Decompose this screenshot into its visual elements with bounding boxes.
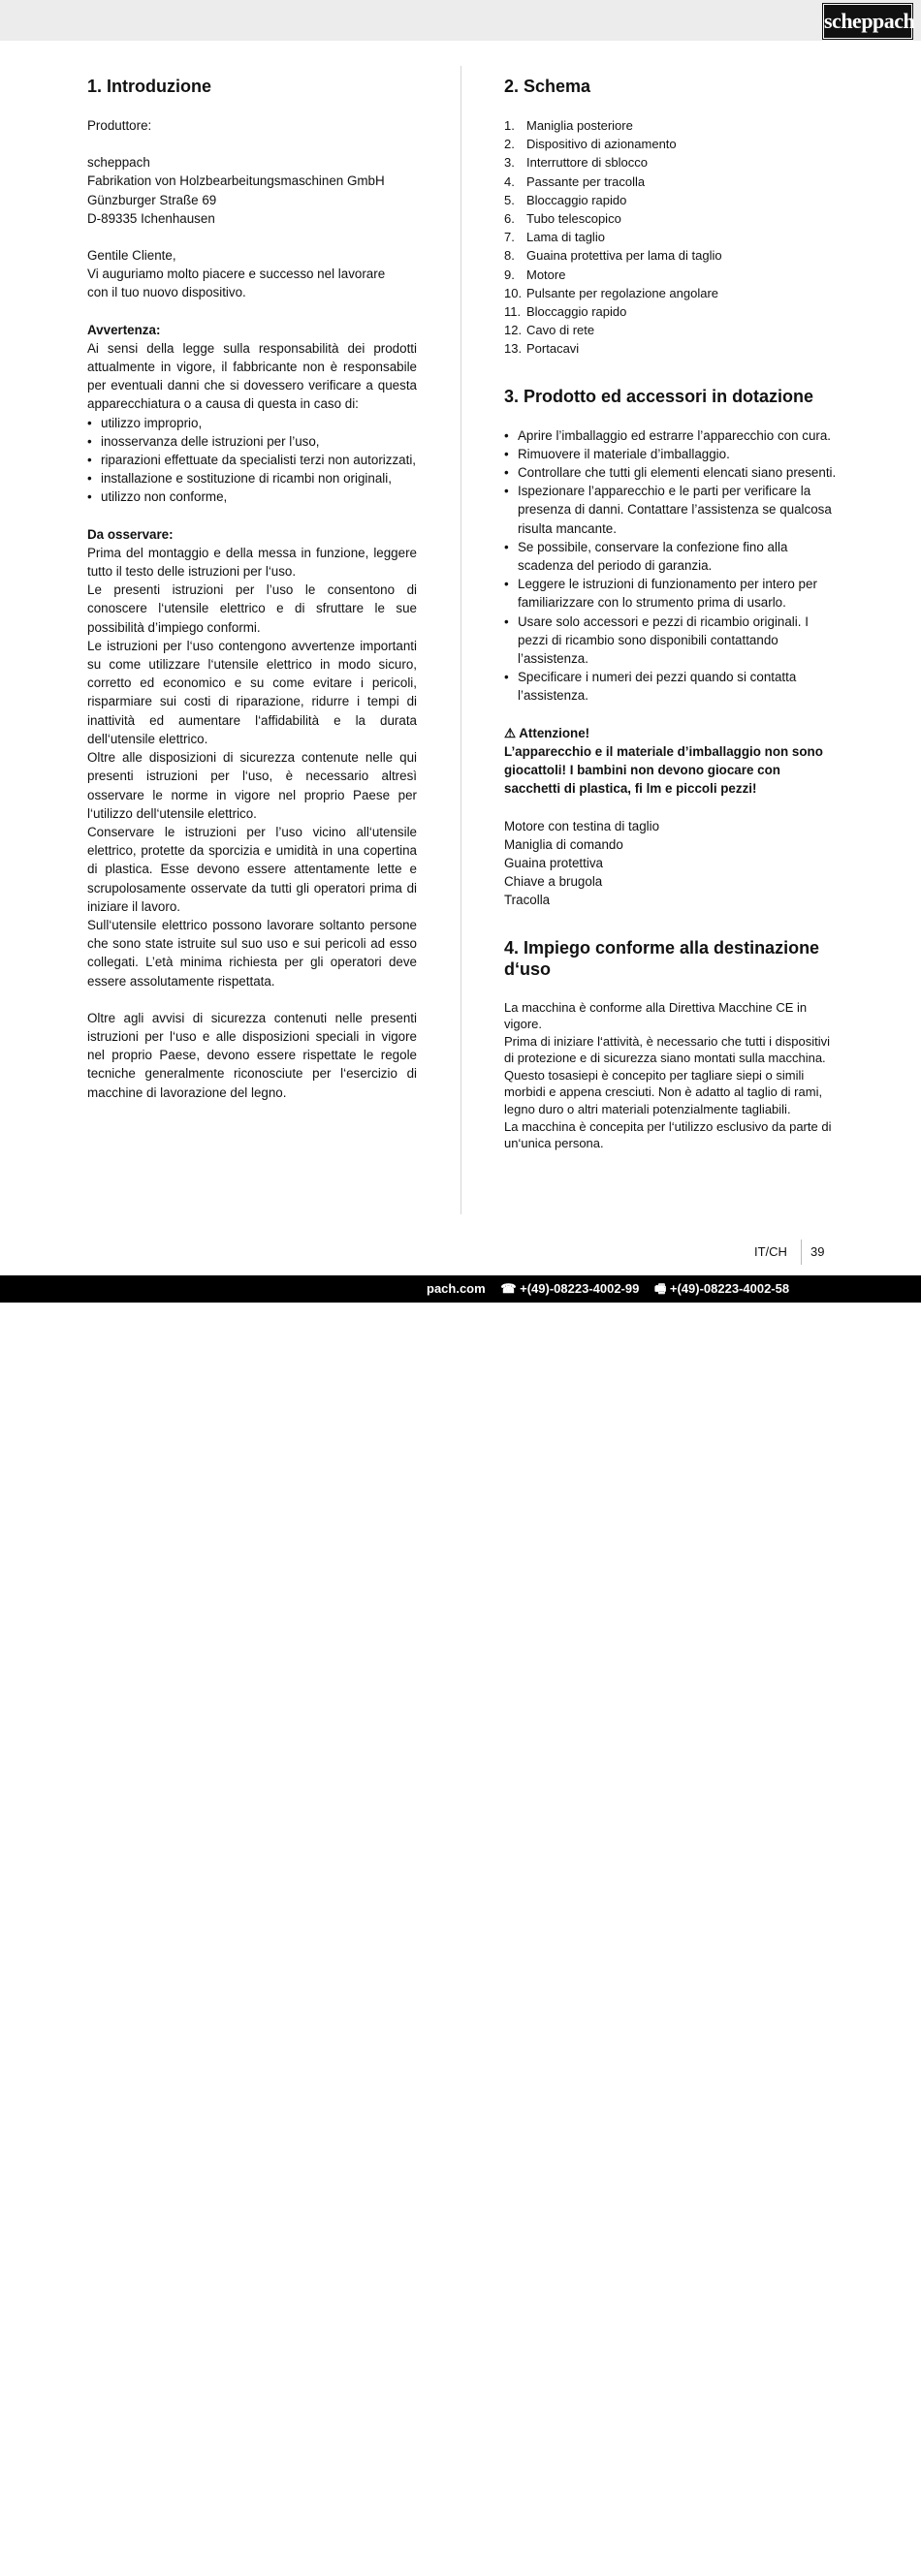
paragraph: La macchina è concepita per l‘utilizzo esclusivo da parte di un‘unica persona. (504, 1118, 832, 1151)
contact-bar-blank (149, 2554, 240, 2576)
item-text: Passante per tracolla (526, 173, 646, 189)
list-item: Chiave a brugola (504, 874, 603, 890)
item-number: 7. (504, 230, 515, 245)
warning-title: Avvertenza: (87, 322, 161, 337)
list-item: • Leggere le istruzioni di funzionamento per intero per familiarizzare con lo strumento prima di usarlo. (504, 575, 839, 612)
item-text: Lama di taglio (526, 230, 605, 245)
address-line: D-89335 Ichenhausen (87, 210, 215, 226)
paragraph: Prima del montaggio e della messa in funzione, leggere tutto il testo delle istruzioni per l‘uso. (87, 545, 417, 580)
section-title-schema: 2. Schema (504, 77, 591, 96)
list-item: • Usare solo accessori e pezzi di ricambio originali. I pezzi di ricambio sono disponibili contattando l’assistenza. (504, 613, 839, 669)
column-divider (460, 66, 461, 1214)
item-number: 1. (504, 118, 515, 133)
warning-text: Ai sensi della legge sulla responsabilità dei prodotti attualmente in vigore, il fabbricante non è responsabile per eventuali danni che si dovessero verificare a questa apparecchiatura o a causa di questa in caso di: (87, 340, 417, 412)
list-item (504, 266, 839, 284)
list-item: • inosservanza delle istruzioni per l’uso, (87, 432, 417, 451)
list-item: • utilizzo improprio, (87, 414, 417, 432)
phone-number: ☎ +(49)-08223-4002-99 (500, 1281, 640, 1296)
item-number: 6. (504, 211, 515, 227)
website-link[interactable]: pach.com (427, 1281, 486, 1296)
contents-list (504, 817, 839, 910)
producer-address (87, 153, 417, 228)
greeting (87, 246, 417, 302)
paragraph: Prima di iniziare l‘attività, è necessario che tutti i dispositivi di protezione e di sicurezza siano montati sulla macchina. (504, 1033, 830, 1066)
greeting-line: con il tuo nuovo dispositivo. (87, 285, 246, 300)
item-text: Maniglia posteriore (526, 118, 633, 133)
list-item: • Ispezionare l’apparecchio e le parti per verificare la presenza di danni. Contattare l’assistenza se qualcosa risulta mancante. (504, 482, 839, 538)
list-item: • utilizzo non conforme, (87, 487, 417, 506)
language-code: IT/CH (754, 1244, 787, 1259)
paragraph: La macchina è conforme alla Direttiva Macchine CE in vigore. (504, 999, 808, 1032)
list-item: • Controllare che tutti gli elementi elencati siano presenti. (504, 463, 839, 482)
list-item: • installazione e sostituzione di ricambi non originali, (87, 469, 417, 487)
footer-divider (801, 1240, 802, 1265)
item-text: Bloccaggio rapido (526, 304, 627, 320)
list-item (504, 153, 839, 172)
intended-use-text (504, 999, 839, 1152)
producer-label: Produttore: (87, 118, 152, 133)
item-text: Bloccaggio rapido (526, 192, 627, 207)
contact-info (427, 1275, 801, 1303)
list-item: • Aprire l’imballaggio ed estrarre l’apparecchio con cura. (504, 426, 839, 445)
item-text: Guaina protettiva per lama di taglio (526, 248, 722, 264)
item-number: 4. (504, 173, 515, 189)
item-text: Motore (526, 267, 566, 282)
list-item (504, 302, 839, 321)
section-title-introduction: 1. Introduzione (87, 77, 211, 96)
greeting-line: Gentile Cliente, (87, 248, 176, 264)
paragraph: Conservare le istruzioni per l’uso vicino all‘utensile elettrico, protette da sporcizia e umidità in una copertina di plastica. Esse devono essere attentamente lette e scrupolosamente osservate da tutti gli operatori prima di iniziare il lavoro. (87, 824, 417, 914)
item-text: Tubo telescopico (526, 211, 621, 227)
paragraph: Oltre alle disposizioni di sicurezza contenute nelle qui presenti istruzioni per l‘uso, è necessario altresì osservare le norme in vigore nel proprio Paese per l‘utilizzo dell‘utensile elettrico. (87, 750, 417, 821)
brand-logo: scheppach (823, 4, 912, 39)
paragraph: Le istruzioni per l‘uso contengono avvertenze importanti su come utilizzare l‘utensile elettrico in modo sicuro, corretto ed economico e su come evitare i pericoli, risparmiare sui costi di riparazione, ridurre i tempi di inattività ed aumentare l‘affidabilità e la durata dell‘utensile elettrico. (87, 638, 417, 746)
right-column (504, 76, 839, 1152)
paragraph: Questo tosasiepi è concepito per tagliare siepi o simili morbidi e appena cresciuti. Non è adatto al taglio di rami, legno duro o altri materiali potenzialmente tagliabili. (504, 1067, 823, 1117)
item-number: 12. (504, 323, 523, 338)
schema-list (504, 116, 839, 359)
address-line: Fabrikation von Holzbearbeitungsmaschinen GmbH (87, 173, 385, 189)
list-item (504, 135, 839, 153)
section-title-intended-use: 4. Impiego conforme alla destinazione d‘uso (504, 937, 820, 979)
list-item (504, 321, 839, 339)
item-text: Cavo di rete (526, 323, 595, 338)
item-text: Portacavi (526, 341, 580, 357)
list-item (504, 339, 839, 358)
item-number: 10. (504, 285, 523, 300)
list-item: Motore con testina di taglio (504, 818, 660, 833)
left-column (87, 76, 417, 1102)
list-item (504, 228, 839, 246)
list-item (504, 191, 839, 209)
address-line: Günzburger Straße 69 (87, 192, 217, 207)
attention-title: ⚠ Attenzione! (504, 725, 590, 740)
item-number: 11. (504, 304, 522, 320)
list-item: • Se possibile, conservare la confezione fino alla scadenza del periodo di garanzia. (504, 538, 839, 575)
header-bar (0, 0, 921, 41)
item-number: 8. (504, 248, 515, 264)
list-item: • Rimuovere il materiale d’imballaggio. (504, 445, 839, 463)
observe-title: Da osservare: (87, 526, 174, 542)
item-number: 5. (504, 192, 515, 207)
list-item (504, 284, 839, 302)
greeting-line: Vi auguriamo molto piacere e successo nel lavorare (87, 267, 386, 282)
item-number: 3. (504, 155, 515, 171)
list-item: • riparazioni effettuate da specialisti terzi non autorizzati, (87, 451, 417, 469)
fax-number: 🖷 +(49)-08223-4002-58 (653, 1281, 790, 1296)
list-item (504, 246, 839, 265)
item-text: Dispositivo di azionamento (526, 137, 677, 152)
item-number: 9. (504, 267, 515, 282)
contact-bar (0, 1275, 921, 1303)
list-item (504, 209, 839, 228)
address-line: scheppach (87, 155, 150, 171)
warning-list (87, 414, 417, 507)
paragraph: Le presenti istruzioni per l’uso le consentono di conoscere l‘utensile elettrico e di sfruttare le sue possibilità d’impiego conformi. (87, 582, 417, 635)
list-item: Tracolla (504, 893, 551, 908)
list-item: • Specificare i numeri dei pezzi quando si contatta l’assistenza. (504, 668, 839, 705)
item-number: 2. (504, 137, 515, 152)
product-list (504, 426, 839, 706)
paragraph: Oltre agli avvisi di sicurezza contenuti nelle presenti istruzioni per l‘uso e alle disposizioni speciali in vigore nel proprio Paese, devono essere rispettate le regole tecniche generalmente riconosciute per l‘esercizio di macchine di lavorazione del legno. (87, 1010, 417, 1100)
item-text: Interruttore di sblocco (526, 155, 649, 171)
list-item: Maniglia di comando (504, 836, 623, 852)
paragraph: Sull‘utensile elettrico possono lavorare soltanto persone che sono state istruite sul suo uso e sui pericoli ad esso collegati. L’età minima richiesta per gli operatori deve essere assolutamente rispettata. (87, 917, 417, 989)
item-number: 13. (504, 341, 523, 357)
attention-text: L’apparecchio e il materiale d’imballaggio non sono giocattoli! I bambini non devono giocare con sacchetti di plastica, fi lm e piccoli pezzi! (504, 743, 823, 797)
list-item: Guaina protettiva (504, 855, 603, 870)
list-item (504, 173, 839, 191)
list-item (504, 116, 839, 135)
page-number: 39 (810, 1244, 825, 1259)
item-text: Pulsante per regolazione angolare (526, 285, 719, 300)
section-title-product: 3. Prodotto ed accessori in dotazione (504, 386, 814, 406)
